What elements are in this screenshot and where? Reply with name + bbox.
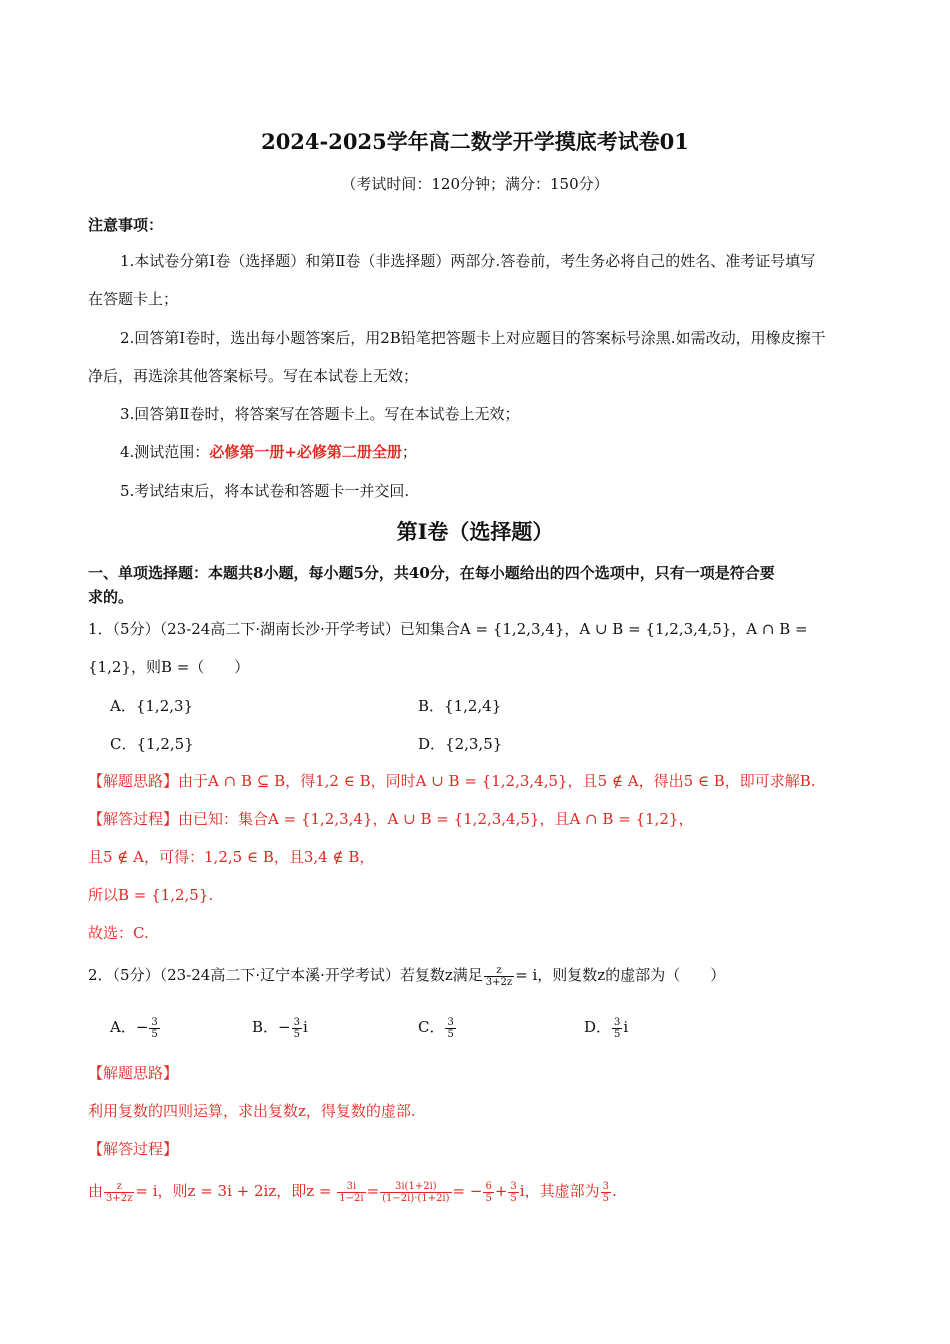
fraction-denominator: 5 [510, 1192, 517, 1204]
fraction-denominator: 5 [614, 1028, 621, 1040]
q1-option-c: C．{1,2,5} [110, 735, 194, 753]
section-title: 第Ⅰ卷（选择题） [396, 519, 554, 544]
equals-sign: = [366, 1182, 380, 1200]
note-1-line-2: 在答题卡上； [88, 290, 179, 308]
test-range: 必修第一册+必修第二册全册 [209, 443, 402, 461]
fraction-denominator: 5 [602, 1192, 609, 1204]
fraction-numerator: 3i [346, 1180, 357, 1192]
notes-heading: 注意事项： [88, 216, 164, 234]
q1-process-label: 【解答过程】 [88, 810, 179, 828]
option-label: D． [584, 1018, 612, 1036]
fraction-denominator: 5 [151, 1028, 158, 1040]
page-title: 2024-2025学年高二数学开学摸底考试卷01 [261, 129, 689, 154]
q2-process [88, 1180, 617, 1204]
fraction-denominator: 1−2i [339, 1192, 364, 1204]
fraction [508, 1181, 518, 1204]
imaginary-unit: i [302, 1018, 308, 1036]
fraction [337, 1181, 365, 1204]
note-2-line-2: 净后，再选涂其他答案标号。写在本试卷上无效； [88, 367, 419, 385]
note-3: 3.回答第Ⅱ卷时，将答案写在答题卡上。写在本试卷上无效； [120, 405, 520, 423]
q2-stem-fraction [484, 965, 514, 988]
equals-minus: = − [452, 1182, 483, 1200]
fraction-denominator: 3+2z [106, 1192, 133, 1204]
plus-sign: + [494, 1182, 508, 1200]
fraction-denominator: 5 [293, 1028, 300, 1040]
fraction [292, 1017, 302, 1040]
note-4 [120, 441, 417, 462]
option-label: B．− [252, 1018, 291, 1036]
option-label: C． [418, 1018, 445, 1036]
q1-process-line-3: 所以B = {1,2,5}. [88, 886, 214, 904]
option-label: A．− [110, 1018, 149, 1036]
q2-option-d [584, 1016, 628, 1040]
q1-idea-text: 由于A ∩ B ⊆ B，得1,2 ∈ B，同时A ∪ B = {1,2,3,4,5}，且5 ∉ A，得出5 ∈ B，即可求解B. [178, 772, 816, 790]
fraction-numerator: 6 [485, 1180, 492, 1192]
q2-process-prefix: 由 [88, 1182, 104, 1200]
q2-option-b [252, 1016, 308, 1040]
note-1-line-1: 1.本试卷分第Ⅰ卷（选择题）和第Ⅱ卷（非选择题）两部分.答卷前，考生务必将自己的姓名、准考证号填写 [120, 252, 816, 270]
fraction [149, 1017, 159, 1040]
q2-option-a [110, 1016, 161, 1040]
fraction-numerator: 3 [151, 1016, 158, 1028]
fraction-numerator: 3 [447, 1016, 454, 1028]
q2-stem-prefix: 2．（5分）（23-24高二下·辽宁本溪·开学考试）若复数z满足 [88, 966, 483, 984]
fraction [380, 1181, 451, 1204]
fraction-denominator: 5 [447, 1028, 454, 1040]
q2-stem-suffix: = i，则复数z的虚部为（ ） [515, 966, 726, 984]
fraction-numerator: 3 [510, 1180, 517, 1192]
q2-idea-label: 【解题思路】 [88, 1064, 179, 1082]
fraction-denominator: 5 [485, 1192, 492, 1204]
fraction [445, 1017, 455, 1040]
fraction [483, 1181, 493, 1204]
q1-option-d: D．{2,3,5} [418, 735, 503, 753]
q2-process-tail: i，其虚部为 [519, 1182, 600, 1200]
q2-idea-text: 利用复数的四则运算，求出复数z，得复数的虚部. [88, 1102, 416, 1120]
note-4-prefix: 4.测试范围： [120, 443, 210, 461]
q1-idea [88, 770, 816, 791]
q1-option-a: A．{1,2,3} [110, 697, 194, 715]
q1-process [88, 808, 693, 829]
q1-process-line-2: 且5 ∉ A，可得：1,2,5 ∈ B，且3,4 ∉ B， [88, 848, 375, 866]
fraction-denominator: (1−2i)·(1+2i) [382, 1192, 450, 1204]
q1-answer: 故选：C. [88, 924, 149, 942]
fraction-numerator: 3 [614, 1016, 621, 1028]
q1-option-b: B．{1,2,4} [418, 697, 502, 715]
q2-process-mid: = i，则z = 3i + 2iz，即z = [135, 1182, 332, 1200]
period: . [611, 1182, 617, 1200]
q2-process-label: 【解答过程】 [88, 1140, 179, 1158]
fraction [601, 1181, 611, 1204]
note-2-line-1: 2.回答第Ⅰ卷时，选出每小题答案后，用2B铅笔把答题卡上对应题目的答案标号涂黑.如需改动，用橡皮擦干 [120, 329, 826, 347]
q1-stem-line-1: 1．（5分）（23-24高二下·湖南长沙·开学考试）已知集合A = {1,2,3,4}，A ∪ B = {1,2,3,4,5}，A ∩ B = [88, 620, 808, 638]
exam-info: （考试时间：120分钟；满分：150分） [341, 175, 609, 193]
part-heading-line-1: 一、单项选择题：本题共8小题，每小题5分，共40分，在每小题给出的四个选项中，只有一项是符合要 [88, 564, 775, 582]
note-5: 5.考试结束后，将本试卷和答题卡一并交回. [120, 482, 410, 500]
fraction-numerator: 3 [293, 1016, 300, 1028]
q2-stem [88, 964, 725, 988]
fraction-numerator: z [116, 1180, 122, 1192]
q2-option-c [418, 1016, 457, 1040]
q1-idea-label: 【解题思路】 [88, 772, 179, 790]
imaginary-unit: i [623, 1018, 629, 1036]
fraction [104, 1181, 134, 1204]
note-4-suffix: ； [401, 443, 417, 461]
fraction-numerator: z [496, 964, 502, 976]
q1-stem-line-2: {1,2}，则B =（ ） [88, 658, 250, 676]
fraction [612, 1017, 622, 1040]
part-heading-line-2: 求的。 [88, 588, 134, 606]
q1-process-text: 由已知：集合A = {1,2,3,4}，A ∪ B = {1,2,3,4,5}，且A ∩ B = {1,2}， [178, 810, 694, 828]
fraction-denominator: 3+2z [485, 976, 513, 988]
fraction-numerator: 3i(1+2i) [395, 1180, 437, 1192]
fraction-numerator: 3 [602, 1180, 609, 1192]
